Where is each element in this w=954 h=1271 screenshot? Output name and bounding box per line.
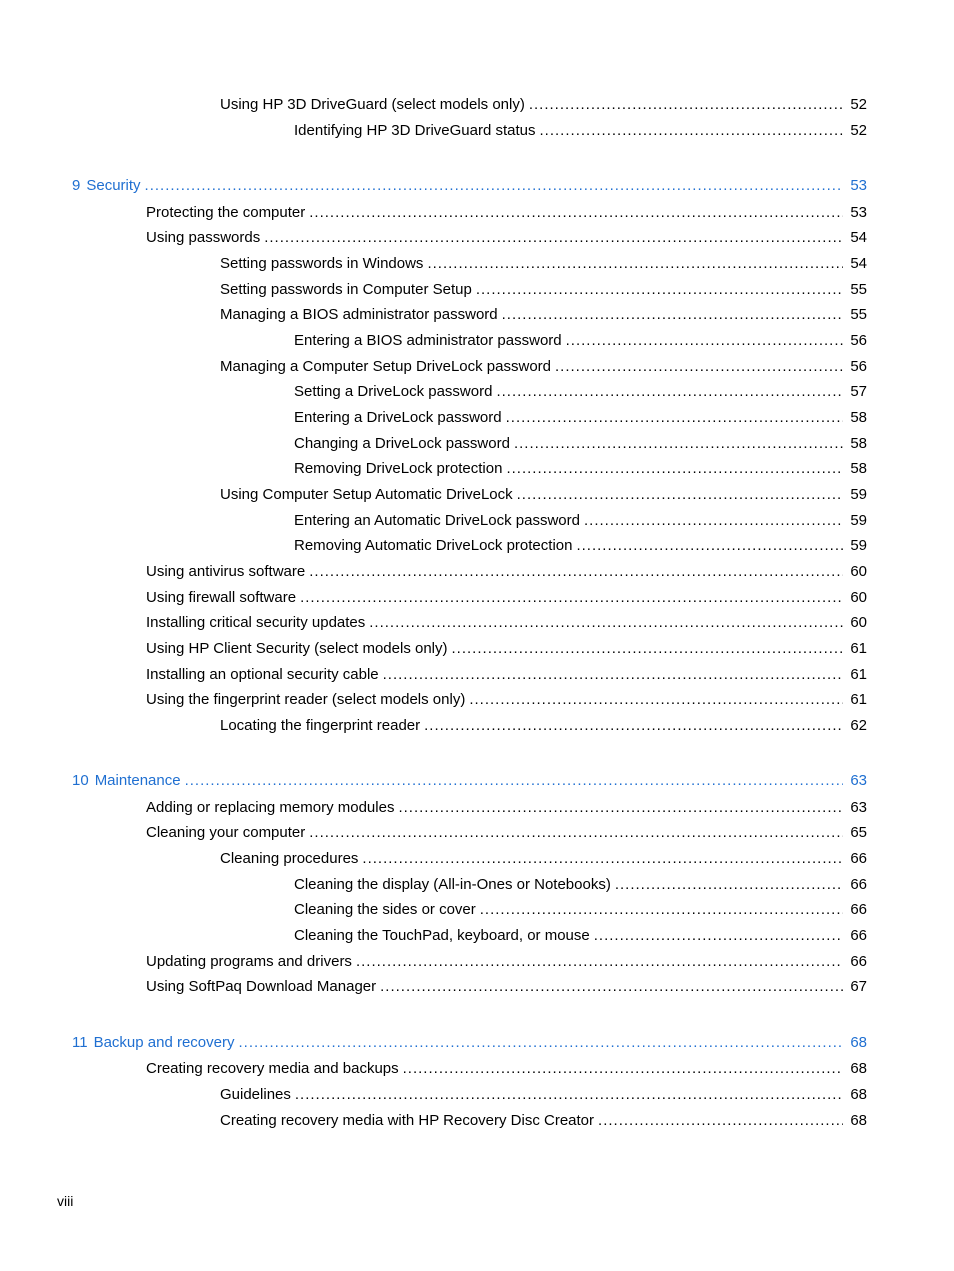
- toc-entry[interactable]: [146, 822, 867, 844]
- entry-page-number: 59: [850, 486, 867, 503]
- entry-title: [146, 202, 309, 224]
- dot-leader: [309, 561, 843, 583]
- entry-title: [146, 638, 452, 660]
- dot-leader: [452, 638, 843, 660]
- toc-entry[interactable]: [294, 458, 867, 480]
- entry-title: [146, 1058, 403, 1080]
- toc-entry[interactable]: [294, 925, 867, 947]
- dot-leader: [356, 951, 843, 973]
- dot-leader: [427, 253, 843, 275]
- entry-page-number: 61: [850, 691, 867, 708]
- entry-title: [220, 304, 502, 326]
- entry-title: [146, 612, 369, 634]
- entry-title: [146, 689, 469, 711]
- dot-leader: [424, 715, 843, 737]
- entry-label: Removing DriveLock protection: [294, 460, 503, 477]
- dot-leader: [476, 279, 843, 301]
- entry-page-number: 61: [850, 666, 867, 683]
- toc-entry[interactable]: [146, 227, 867, 249]
- entry-page-number: 55: [850, 306, 867, 323]
- entry-page-number: 52: [850, 96, 867, 113]
- entry-title: [294, 899, 480, 921]
- chapter-title: [72, 770, 185, 792]
- dot-leader: [380, 976, 843, 998]
- toc-entry[interactable]: [294, 433, 867, 455]
- entry-label: Guidelines: [220, 1086, 291, 1103]
- entry-label: Using HP Client Security (select models only): [146, 640, 448, 657]
- entry-title: [294, 510, 584, 532]
- entry-label: Cleaning procedures: [220, 850, 359, 867]
- entry-label: Setting a DriveLock password: [294, 383, 493, 400]
- dot-leader: [594, 925, 843, 947]
- entry-label: Cleaning the TouchPad, keyboard, or mouse: [294, 927, 590, 944]
- toc-entry[interactable]: [294, 535, 867, 557]
- entry-page-number: 68: [850, 1112, 867, 1129]
- entry-label: Using antivirus software: [146, 563, 306, 580]
- entry-page-number: 59: [850, 512, 867, 529]
- dot-leader: [469, 689, 843, 711]
- entry-label: Cleaning the sides or cover: [294, 901, 476, 918]
- dot-leader: [514, 433, 843, 455]
- toc-entry[interactable]: [220, 848, 867, 870]
- entry-page-number: 54: [850, 229, 867, 246]
- chapter-number: 9: [72, 177, 81, 194]
- toc-entry[interactable]: [146, 612, 867, 634]
- toc-entry[interactable]: [146, 202, 867, 224]
- entry-title: [146, 976, 380, 998]
- dot-leader: [369, 612, 843, 634]
- dot-leader: [506, 407, 843, 429]
- toc-entry[interactable]: [146, 638, 867, 660]
- entry-title: [294, 535, 576, 557]
- entry-label: Updating programs and drivers: [146, 953, 352, 970]
- entry-title: [146, 587, 300, 609]
- entry-page-number: 66: [850, 953, 867, 970]
- entry-label: Using SoftPaq Download Manager: [146, 978, 377, 995]
- entry-label: Using firewall software: [146, 589, 297, 606]
- entry-title: [220, 715, 424, 737]
- dot-leader: [309, 822, 843, 844]
- dot-leader: [598, 1110, 843, 1132]
- entry-title: [220, 484, 517, 506]
- entry-label: Backup and recovery: [93, 1034, 235, 1051]
- entry-title: [294, 407, 506, 429]
- entry-label: Managing a Computer Setup DriveLock password: [220, 358, 552, 375]
- entry-page-number: 53: [850, 177, 867, 194]
- entry-label: Using the fingerprint reader (select models only): [146, 691, 466, 708]
- dot-leader: [398, 797, 843, 819]
- entry-label: Managing a BIOS administrator password: [220, 306, 498, 323]
- dot-leader: [517, 484, 843, 506]
- entry-title: [146, 664, 383, 686]
- dot-leader: [295, 1084, 843, 1106]
- entry-label: Entering a DriveLock password: [294, 409, 502, 426]
- entry-page-number: 54: [850, 255, 867, 272]
- entry-page-number: 52: [850, 122, 867, 139]
- entry-title: [294, 120, 540, 142]
- entry-page-number: 56: [850, 332, 867, 349]
- entry-page-number: 57: [850, 383, 867, 400]
- entry-page-number: 53: [850, 204, 867, 221]
- entry-label: Security: [86, 177, 141, 194]
- entry-page-number: 55: [850, 281, 867, 298]
- entry-title: [294, 433, 514, 455]
- entry-title: [220, 1084, 295, 1106]
- chapter-number: 11: [72, 1034, 88, 1051]
- dot-leader: [529, 94, 843, 116]
- toc-entry[interactable]: [220, 715, 867, 737]
- entry-title: [146, 227, 264, 249]
- entry-page-number: 60: [850, 589, 867, 606]
- toc-entry[interactable]: [146, 797, 867, 819]
- toc-entry[interactable]: [294, 120, 867, 142]
- toc-entry[interactable]: [146, 664, 867, 686]
- toc-entry[interactable]: [146, 561, 867, 583]
- dot-leader: [615, 874, 843, 896]
- toc-entry[interactable]: [220, 279, 867, 301]
- toc-chapter-entry[interactable]: [72, 770, 867, 792]
- toc-entry[interactable]: [146, 976, 867, 998]
- dot-leader: [506, 458, 843, 480]
- entry-page-number: 66: [850, 850, 867, 867]
- dot-leader: [300, 587, 843, 609]
- entry-label: Changing a DriveLock password: [294, 435, 510, 452]
- entry-title: [220, 253, 427, 275]
- entry-page-number: 58: [850, 435, 867, 452]
- entry-page-number: 63: [850, 799, 867, 816]
- dot-leader: [403, 1058, 843, 1080]
- entry-page-number: 56: [850, 358, 867, 375]
- dot-leader: [239, 1032, 844, 1054]
- toc-entry[interactable]: [220, 1110, 867, 1132]
- entry-label: Protecting the computer: [146, 204, 306, 221]
- entry-label: Removing Automatic DriveLock protection: [294, 537, 573, 554]
- dot-leader: [566, 330, 843, 352]
- toc-entry[interactable]: [220, 356, 867, 378]
- entry-title: [146, 561, 309, 583]
- chapter-title: [72, 1032, 239, 1054]
- entry-label: Using passwords: [146, 229, 261, 246]
- toc-chapter-entry[interactable]: [72, 175, 867, 197]
- entry-page-number: 60: [850, 563, 867, 580]
- entry-label: Setting passwords in Windows: [220, 255, 424, 272]
- dot-leader: [502, 304, 843, 326]
- dot-leader: [383, 664, 843, 686]
- toc-entry[interactable]: [294, 899, 867, 921]
- toc-chapter-entry[interactable]: [72, 1032, 867, 1054]
- entry-label: Installing an optional security cable: [146, 666, 379, 683]
- entry-title: [146, 951, 356, 973]
- entry-page-number: 58: [850, 460, 867, 477]
- entry-page-number: 66: [850, 927, 867, 944]
- entry-label: Creating recovery media with HP Recovery Disc Creator: [220, 1112, 595, 1129]
- entry-label: Cleaning your computer: [146, 824, 306, 841]
- toc-entry[interactable]: [220, 484, 867, 506]
- toc-entry[interactable]: [294, 330, 867, 352]
- toc-entry[interactable]: [220, 94, 867, 116]
- entry-page-number: 62: [850, 717, 867, 734]
- entry-label: Adding or replacing memory modules: [146, 799, 395, 816]
- toc-entry[interactable]: [294, 381, 867, 403]
- entry-title: [146, 797, 398, 819]
- entry-label: Installing critical security updates: [146, 614, 366, 631]
- toc-entry[interactable]: [146, 689, 867, 711]
- dot-leader: [555, 356, 843, 378]
- entry-label: Locating the fingerprint reader: [220, 717, 421, 734]
- entry-label: Using HP 3D DriveGuard (select models only): [220, 96, 525, 113]
- toc-entry[interactable]: [294, 874, 867, 896]
- entry-title: [220, 94, 529, 116]
- entry-title: [294, 330, 566, 352]
- dot-leader: [145, 175, 843, 197]
- entry-label: Entering a BIOS administrator password: [294, 332, 562, 349]
- entry-page-number: 58: [850, 409, 867, 426]
- dot-leader: [480, 899, 843, 921]
- entry-title: [294, 381, 496, 403]
- dot-leader: [185, 770, 843, 792]
- entry-title: [220, 356, 555, 378]
- chapter-title: [72, 175, 145, 197]
- entry-label: Setting passwords in Computer Setup: [220, 281, 472, 298]
- dot-leader: [540, 120, 843, 142]
- entry-label: Identifying HP 3D DriveGuard status: [294, 122, 536, 139]
- entry-page-number: 59: [850, 537, 867, 554]
- toc-entry[interactable]: [220, 253, 867, 275]
- entry-page-number: 68: [850, 1060, 867, 1077]
- entry-page-number: 66: [850, 876, 867, 893]
- toc-entry[interactable]: [220, 1084, 867, 1106]
- entry-page-number: 68: [850, 1086, 867, 1103]
- entry-page-number: 67: [850, 978, 867, 995]
- entry-label: Maintenance: [94, 772, 181, 789]
- entry-title: [220, 279, 476, 301]
- entry-title: [294, 874, 615, 896]
- entry-label: Entering an Automatic DriveLock password: [294, 512, 580, 529]
- entry-page-number: 63: [850, 772, 867, 789]
- entry-title: [294, 925, 594, 947]
- dot-leader: [496, 381, 843, 403]
- entry-title: [220, 1110, 598, 1132]
- dot-leader: [264, 227, 843, 249]
- entry-page-number: 66: [850, 901, 867, 918]
- toc-entry[interactable]: [146, 587, 867, 609]
- dot-leader: [362, 848, 843, 870]
- page-number: viii: [57, 1193, 74, 1209]
- entry-page-number: 68: [850, 1034, 867, 1051]
- toc-entry[interactable]: [294, 510, 867, 532]
- dot-leader: [584, 510, 843, 532]
- entry-label: Using Computer Setup Automatic DriveLock: [220, 486, 513, 503]
- entry-title: [220, 848, 362, 870]
- entry-title: [146, 822, 309, 844]
- dot-leader: [309, 202, 843, 224]
- toc-entry[interactable]: [220, 304, 867, 326]
- entry-label: Creating recovery media and backups: [146, 1060, 399, 1077]
- entry-page-number: 60: [850, 614, 867, 631]
- dot-leader: [576, 535, 843, 557]
- entry-page-number: 65: [850, 824, 867, 841]
- entry-page-number: 61: [850, 640, 867, 657]
- entry-label: Cleaning the display (All-in-Ones or Notebooks): [294, 876, 611, 893]
- toc-entry[interactable]: [146, 1058, 867, 1080]
- toc-entry[interactable]: [294, 407, 867, 429]
- toc-entry[interactable]: [146, 951, 867, 973]
- entry-title: [294, 458, 506, 480]
- chapter-number: 10: [72, 772, 89, 789]
